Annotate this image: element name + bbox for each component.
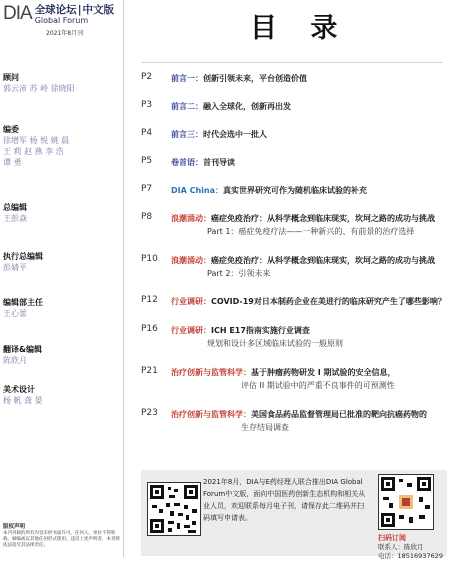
toc-title: 真实世界研究可作为随机临床试验的补充 bbox=[223, 186, 367, 195]
dia-logo: DIA 全球论坛|中文版 Global Forum bbox=[3, 3, 115, 25]
toc-title: 创新引领未来，平台创造价值 bbox=[203, 74, 307, 83]
toc-tag: 行业调研： bbox=[171, 297, 211, 306]
logo-mark: DIA bbox=[3, 3, 32, 24]
copyright-text: 本刊刊载的所有内容未经书面许可，任何人、单位不得转载、摘编或以其他任何形式使用。违反上述声明者，本刊将依法追究其法律责任。 bbox=[3, 531, 120, 548]
toc-subtitle: Part 2：引领未来 bbox=[207, 269, 271, 278]
toc-tag: 卷首语： bbox=[171, 158, 203, 167]
toc-tag: 前言一： bbox=[171, 74, 203, 83]
role-names: 郭云沛 苏 岭 徐晓阳 bbox=[3, 84, 75, 93]
role-title: 总编辑 bbox=[3, 203, 27, 212]
masthead-office-director bbox=[3, 297, 43, 319]
toc-tag: 前言三： bbox=[171, 130, 203, 139]
role-title: 编委 bbox=[3, 125, 19, 134]
toc-tag: 前言二： bbox=[171, 102, 203, 111]
toc-tag: 治疗创新与监管科学： bbox=[171, 410, 251, 419]
copyright-notice bbox=[3, 523, 121, 549]
masthead-editor-in-chief bbox=[3, 202, 27, 224]
toc-page-number: P2 bbox=[141, 72, 153, 82]
contact-person: 联系人：陈欣月 bbox=[378, 543, 424, 551]
divider bbox=[141, 62, 443, 63]
contact-phone: 电话：18516937629 bbox=[378, 552, 443, 560]
toc-page-number: P10 bbox=[141, 254, 158, 264]
role-names: 王彭焱 bbox=[3, 214, 27, 223]
role-title: 美术设计 bbox=[3, 385, 35, 394]
qr-code-left[interactable] bbox=[147, 482, 201, 536]
toc-tag: 浪潮涌动： bbox=[171, 256, 211, 265]
logo-cn-title: 全球论坛 bbox=[34, 4, 77, 16]
subscribe-description: 2021年8月，DIA与E药经理人联合推出DIA Global Forum中文版，面向中国医药创新生态机构和相关从业人员，欢迎联系每月电子刊，请保存此二维码并扫码填写申请表。 bbox=[203, 478, 366, 522]
sidebar bbox=[0, 0, 124, 557]
copyright-title: 版权声明 bbox=[3, 524, 26, 530]
toc-tag: DIA China： bbox=[171, 186, 223, 195]
issue-date: 2021年8月刊 bbox=[46, 30, 84, 37]
role-names: 杨 帆 龚 晏 bbox=[3, 396, 43, 405]
masthead-translation-editor bbox=[3, 344, 42, 366]
role-names: 彭婧平 bbox=[3, 263, 27, 272]
masthead-editorial-board bbox=[3, 124, 69, 168]
toc-title: 融入全球化，创新再出发 bbox=[203, 102, 291, 111]
toc-title: 美国食品药品监督管理局已批准的靶向抗癌药物的 bbox=[251, 410, 427, 419]
toc-page-number: P3 bbox=[141, 100, 153, 110]
masthead-advisors bbox=[3, 72, 75, 94]
toc-page-number: P23 bbox=[141, 408, 158, 418]
toc-page-number: P5 bbox=[141, 156, 153, 166]
toc-title: 癌症免疫治疗：从科学概念到临床现实，坎坷之路的成功与挑战 bbox=[211, 256, 435, 265]
page-title: 目 录 bbox=[250, 13, 350, 44]
toc-subtitle: 生存结局调查 bbox=[241, 423, 289, 432]
masthead-art-design bbox=[3, 384, 43, 406]
role-title: 编辑部主任 bbox=[3, 298, 43, 307]
toc-title: ICH E17指南实施行业调查 bbox=[211, 326, 310, 335]
role-names: 陈欣月 bbox=[3, 356, 27, 365]
role-names: 徐增军 杨 悦 姚 晨 王 莉 赵 燕 李 浩 谭 勇 bbox=[3, 136, 70, 167]
toc-tag: 治疗创新与监管科学： bbox=[171, 368, 251, 377]
toc-title: 时代会选中一批人 bbox=[203, 130, 267, 139]
toc-title: 基于肿瘤药物研发 I 期试验的安全信息， bbox=[251, 368, 396, 377]
logo-en-title: Global Forum bbox=[34, 16, 89, 25]
subscribe-title: 扫码订阅 bbox=[378, 534, 406, 542]
toc-subtitle: 评估 II 期试验中的严重不良事件的可预测性 bbox=[241, 381, 395, 390]
subscribe-contact bbox=[378, 543, 443, 561]
role-names: 王心蕾 bbox=[3, 309, 27, 318]
toc-page-number: P8 bbox=[141, 212, 153, 222]
toc-page-number: P16 bbox=[141, 324, 158, 334]
toc-subtitle: Part 1：癌症免疫疗法——一种新兴的、有前景的治疗选择 bbox=[207, 227, 415, 236]
toc-page-number: P4 bbox=[141, 128, 153, 138]
toc-tag: 浪潮涌动： bbox=[171, 214, 211, 223]
role-title: 执行总编辑 bbox=[3, 252, 43, 261]
toc-page-number: P7 bbox=[141, 184, 153, 194]
toc-title: 癌症免疫治疗：从科学概念到临床现实，坎坷之路的成功与挑战 bbox=[211, 214, 435, 223]
toc-tag: 行业调研： bbox=[171, 326, 211, 335]
qr-code-right[interactable] bbox=[378, 474, 434, 530]
subscribe-panel bbox=[141, 470, 447, 560]
masthead-executive-editor bbox=[3, 251, 43, 273]
toc-page-number: P21 bbox=[141, 366, 158, 376]
toc-page-number: P12 bbox=[141, 295, 158, 305]
toc-title: COVID-19对日本制药企业在美进行的临床研究产生了哪些影响？ bbox=[211, 297, 446, 306]
toc-title: 首刊导读 bbox=[203, 158, 235, 167]
toc-subtitle: 规划和设计多区域临床试验的一般原则 bbox=[207, 339, 343, 348]
role-title: 翻译&编辑 bbox=[3, 345, 42, 354]
role-title: 顾问 bbox=[3, 73, 19, 82]
logo-cn-edition: 中文版 bbox=[82, 4, 115, 16]
